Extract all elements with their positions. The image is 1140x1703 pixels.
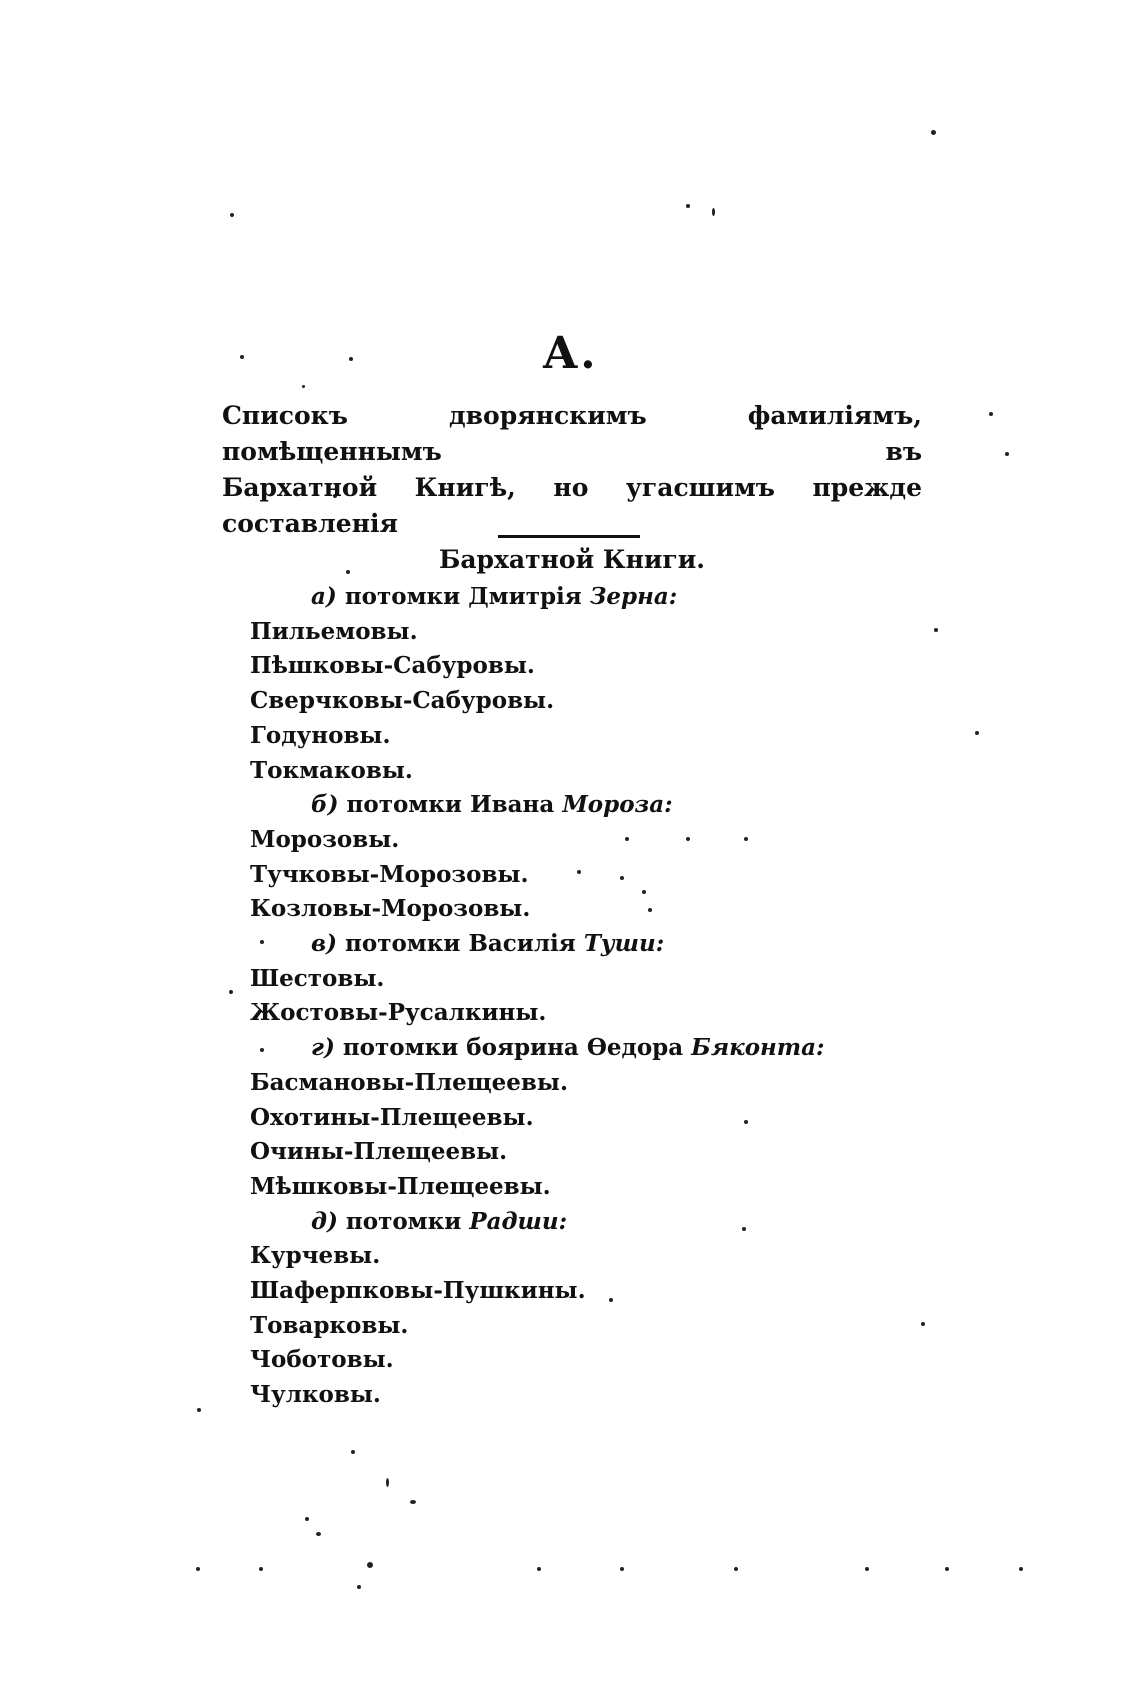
appendix-heading: А. bbox=[542, 328, 598, 379]
family-entry: Шестовы. bbox=[250, 964, 385, 992]
scan-speck bbox=[975, 731, 979, 735]
family-entry: Курчевы. bbox=[250, 1242, 381, 1270]
scan-speck bbox=[196, 1567, 200, 1571]
group-heading bbox=[250, 788, 950, 823]
scan-speck bbox=[229, 990, 233, 994]
scan-speck bbox=[367, 1562, 373, 1568]
ancestor-name: Туши bbox=[583, 930, 656, 958]
group-colon: : bbox=[816, 1034, 825, 1062]
group-colon: : bbox=[668, 583, 678, 610]
family-entry: Мѣшковы-Плещеевы. bbox=[250, 1172, 551, 1200]
scan-speck bbox=[1005, 452, 1009, 456]
group-colon: : bbox=[655, 930, 665, 958]
scan-speck bbox=[989, 412, 993, 416]
family-entry: Чулковы. bbox=[250, 1381, 381, 1409]
group-text: потомки Ивана bbox=[346, 791, 555, 819]
group-text: потомки bbox=[345, 1207, 462, 1235]
scan-speck bbox=[351, 1450, 355, 1454]
scan-speck bbox=[686, 204, 690, 208]
title-line-1: Списокъ дворянскимъ фамиліямъ, помѣщеннымъ въ bbox=[222, 401, 922, 466]
family-entry: Сверчковы-Сабуровы. bbox=[250, 687, 555, 715]
scan-speck bbox=[230, 213, 234, 217]
family-entry: Шаферпковы-Пушкины. bbox=[250, 1277, 586, 1305]
family-entry: Морозовы. bbox=[250, 825, 400, 853]
family-entry: Токмаковы. bbox=[250, 756, 413, 784]
title-line-2: Бархатной Книгѣ, но угасшимъ прежде составленія bbox=[222, 473, 922, 538]
group-marker: а) bbox=[311, 583, 337, 610]
scan-speck bbox=[537, 1567, 541, 1571]
scan-speck bbox=[302, 385, 305, 388]
group-heading bbox=[250, 1205, 950, 1240]
scan-speck bbox=[945, 1567, 949, 1571]
scan-speck bbox=[620, 1567, 624, 1571]
title-divider bbox=[498, 535, 640, 538]
group-heading bbox=[250, 927, 950, 962]
group-text: потомки Василія bbox=[345, 930, 576, 958]
scan-speck bbox=[386, 1478, 389, 1487]
scan-speck bbox=[865, 1567, 869, 1571]
family-entry: Годуновы. bbox=[250, 721, 391, 749]
families-list bbox=[250, 580, 950, 1413]
family-entry: Пильемовы. bbox=[250, 617, 418, 645]
family-entry: Чоботовы. bbox=[250, 1346, 394, 1374]
group-heading bbox=[250, 580, 950, 615]
family-entry: Басмановы-Плещеевы. bbox=[250, 1068, 568, 1096]
scan-speck bbox=[357, 1585, 361, 1589]
scan-speck bbox=[259, 1567, 263, 1571]
title-line-3: Бархатной Книги. bbox=[438, 545, 705, 574]
scan-speck bbox=[931, 130, 936, 135]
ancestor-name: Мороза bbox=[562, 791, 665, 819]
family-entry: Охотины-Плещеевы. bbox=[250, 1103, 534, 1131]
scan-speck bbox=[712, 208, 715, 216]
group-colon: : bbox=[664, 791, 673, 819]
family-entry: Очины-Плещеевы. bbox=[250, 1138, 508, 1166]
family-entry: Товарковы. bbox=[250, 1311, 409, 1339]
group-colon: : bbox=[558, 1207, 568, 1235]
family-entry: Тучковы-Морозовы. bbox=[250, 860, 529, 888]
ancestor-name: Зерна bbox=[589, 583, 669, 610]
scan-speck bbox=[316, 1532, 321, 1536]
scan-speck bbox=[410, 1500, 416, 1504]
ancestor-name: Бяконта bbox=[691, 1034, 817, 1062]
group-marker: г) bbox=[311, 1034, 335, 1062]
scan-speck bbox=[305, 1517, 309, 1521]
group-marker: в) bbox=[311, 930, 337, 958]
group-heading bbox=[250, 1031, 950, 1066]
group-text: потомки боярина Ѳедора bbox=[342, 1034, 684, 1062]
family-entry: Козловы-Морозовы. bbox=[250, 895, 531, 923]
list-title bbox=[222, 398, 922, 578]
scan-speck bbox=[197, 1408, 201, 1412]
scan-speck bbox=[1019, 1567, 1023, 1571]
group-marker: б) bbox=[311, 791, 339, 819]
family-entry: Жостовы-Русалкины. bbox=[250, 999, 547, 1027]
group-text: потомки Дмитрія bbox=[344, 583, 582, 610]
scan-speck bbox=[734, 1567, 738, 1571]
group-marker: д) bbox=[311, 1207, 338, 1235]
ancestor-name: Радши bbox=[469, 1207, 559, 1235]
family-entry: Пѣшковы-Сабуровы. bbox=[250, 652, 535, 680]
